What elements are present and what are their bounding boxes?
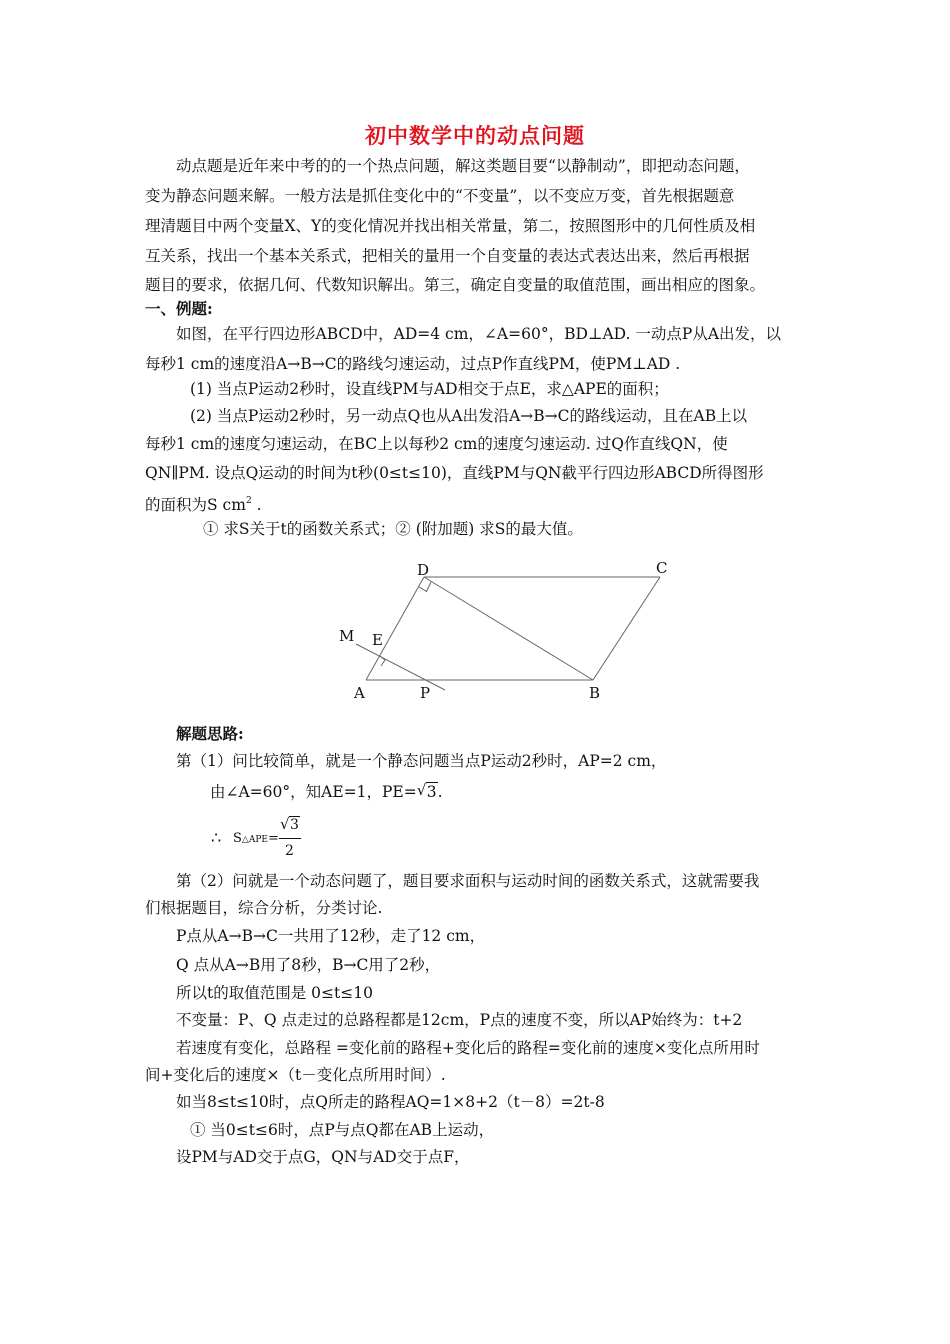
problem-part-2: (2) 当点P运动2秒时，另一动点Q也从A出发沿A→B→C的路线运动，且在AB上以	[190, 407, 748, 425]
numerator-radicand: 3	[290, 817, 299, 833]
fraction-denominator: 2	[285, 843, 294, 859]
diagonal-bd	[424, 577, 593, 680]
body-line-8: 间+变化后的速度×（t－变化点所用时间）.	[145, 1066, 446, 1084]
intro-line-3: 理清题目中两个变量X、Y的变化情况并找出相关常量，第二，按照图形中的几何性质及相	[145, 217, 756, 235]
area-unit-exponent: 2	[245, 496, 252, 506]
label-e: E	[372, 631, 383, 649]
numerator-sqrt	[280, 817, 300, 833]
fraction-bar	[279, 838, 301, 839]
sqrt-expression	[417, 782, 438, 802]
body-line-5: 所以t的取值范围是 0≤t≤10	[176, 984, 373, 1002]
fraction-numerator	[280, 817, 300, 833]
body-line-7: 若速度有变化，总路程 =变化前的路程+变化后的路程=变化前的速度×变化点所用时	[176, 1039, 760, 1057]
problem-line-2: 每秒1 cm的速度沿A→B→C的路线匀速运动，过点P作直线PM，使PM⊥AD .	[145, 355, 681, 373]
area-text-tail: .	[251, 496, 262, 514]
label-c: C	[656, 559, 668, 577]
problem-line-6: QN∥PM. 设点Q运动的时间为t秒(0≤t≤10)，直线PM与QN截平行四边形ABCD所得图形	[145, 464, 764, 482]
area-symbol: S	[233, 831, 242, 846]
body-line-9: 如当8≤t≤10时，点Q所走的路程AQ=1×8+2（t－8）=2t-8	[176, 1093, 605, 1111]
intro-line-4: 互关系，找出一个基本关系式，把相关的量用一个自变量的表达式表达出来，然后再根据	[145, 247, 750, 265]
intro-line-1: 动点题是近年来中考的的一个热点问题，解这类题目要“以静制动”，即把动态问题，	[176, 157, 750, 175]
radicand: 3	[426, 783, 437, 801]
body-line-3: P点从A→B→C一共用了12秒，走了12 cm，	[176, 927, 486, 945]
body-line-4: Q 点从A→B用了8秒，B→C用了2秒，	[176, 956, 441, 974]
problem-part-1: (1) 当点P运动2秒时，设直线PM与AD相交于点E，求△APE的面积；	[190, 380, 669, 398]
radical-icon: √	[416, 781, 427, 799]
document-title: 初中数学中的动点问题	[365, 123, 585, 148]
solution-line-1: 第（1）问比较简单，就是一个静态问题当点P运动2秒时，AP=2 cm，	[176, 752, 667, 770]
therefore-symbol: ∴	[211, 828, 222, 847]
body-line-1: 第（2）问就是一个动态问题了，题目要求面积与运动时间的函数关系式，这就需要我	[176, 872, 760, 890]
problem-line-5: 每秒1 cm的速度匀速运动，在BC上以每秒2 cm的速度匀速运动. 过Q作直线QN，使	[145, 435, 728, 453]
body-line-10: ① 当0≤t≤6时，点P与点Q都在AB上运动，	[190, 1121, 495, 1139]
solution-heading: 解题思路:	[176, 724, 244, 743]
body-line-6: 不变量：P、Q 点走过的总路程都是12cm，P点的速度不变，所以AP始终为：t+2	[176, 1011, 743, 1029]
numerator-radical-icon: √	[280, 815, 290, 833]
body-line-2: 们根据题目，综合分析，分类讨论.	[145, 899, 383, 917]
label-p: P	[420, 684, 431, 702]
solution-line-2-end: .	[437, 783, 443, 801]
area-formula	[233, 829, 279, 850]
section-heading: 一、例题:	[145, 299, 213, 318]
body-line-11: 设PM与AD交于点G，QN与AD交于点F，	[176, 1148, 470, 1166]
intro-line-2: 变为静态问题来解。一般方法是抓住变化中的“不变量”，以不变应万变，首先根据题意	[145, 187, 735, 205]
label-a: A	[354, 684, 365, 702]
solution-line-2-text: 由∠A=60°，知AE=1，PE=	[210, 783, 417, 801]
problem-line-1: 如图，在平行四边形ABCD中，AD=4 cm，∠A=60°，BD⊥AD. 一动点P从A出发，以	[176, 325, 782, 343]
solution-line-2	[210, 782, 443, 802]
right-angle-mark-e	[380, 656, 385, 666]
label-d: D	[417, 561, 430, 579]
area-subscript: △APE	[241, 835, 268, 845]
label-b: B	[589, 684, 601, 702]
area-text: 的面积为S cm	[145, 496, 246, 514]
intro-line-5: 题目的要求，依据几何、代数知识解出。第三，确定自变量的取值范围，画出相应的图象。	[145, 276, 766, 294]
problem-questions: ① 求S关于t的函数关系式；② (附加题) 求S的最大值。	[203, 520, 583, 538]
edge-bc	[593, 577, 660, 680]
equals-sign: =	[267, 831, 279, 846]
line-pm	[356, 644, 445, 690]
label-m: M	[339, 627, 355, 645]
